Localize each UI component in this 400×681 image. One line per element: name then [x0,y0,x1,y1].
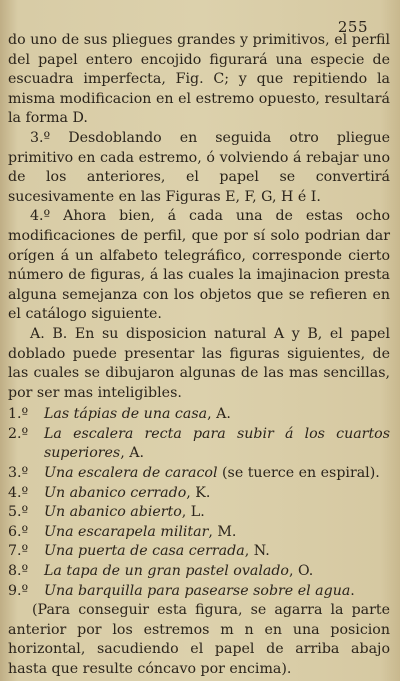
list-item [8,405,390,425]
list-item-text: Un abanico abierto [44,504,182,521]
list-item-number: 4.º [8,484,29,501]
list-item-letter: , N. [244,543,270,560]
list-item-text: La escalera recta para subir á los cuartos superiores [44,425,390,462]
list-item-number: 5.º [8,504,29,521]
list-item-number: 3.º [8,465,29,482]
page-body [8,31,390,680]
list-item-letter: , M. [208,523,237,540]
list-item-number: 1.º [8,406,29,423]
list-item-number: 9.º [8,582,29,599]
list-item-letter: , O. [288,563,314,580]
list-item-text: Un abanico cerrado [44,484,187,501]
list-item [8,562,390,582]
paragraph-note: (Para conseguir esta figura, se agarra la parte anterior por los estremos m n en una posicion horizontal, sacudiendo el papel de arriba abajo hasta que resulte cóncavo por encima). [8,602,390,677]
paragraph-step-3: 3.º Desdoblando en seguida otro pliegue primitivo en cada estremo, ó volviendo á rebajar uno de los anteriores, el papel se convertirá sucesivamente en las Figuras E, F, G, H é I. [8,129,390,205]
list-item-number: 6.º [8,523,29,540]
list-item [8,542,390,562]
list-item [8,464,390,484]
list-item-text: Una puerta de casa cerrada [44,543,245,560]
list-item-text: Una escalera de caracol [44,465,218,482]
list-item-letter: . [350,582,355,599]
list-item-letter: (se tuerce en espiral). [217,465,380,482]
list-item-text: Las tápias de una casa [44,406,208,423]
list-item [8,523,390,543]
page-number: 255 [337,18,368,36]
list-item-number: 2.º [8,425,29,442]
list-item-number: 8.º [8,563,29,580]
list-item-letter: , L. [181,504,205,521]
list-item-text: Una escarapela militar [44,523,209,540]
list-item-number: 7.º [8,543,29,560]
paragraph-continuation: do uno de sus pliegues grandes y primitivos, el perfil del papel entero encojido figurará una especie de escuadra imperfecta, Fig. C; y que repitiendo la misma modificacion en el estremo opuesto, resultará la forma D. [8,32,390,127]
figure-catalog-list [8,405,390,601]
list-item [8,484,390,504]
list-item-text: La tapa de un gran pastel ovalado [44,563,289,580]
list-item-letter: , A. [120,445,144,462]
paragraph-ab: A. B. En su disposicion natural A y B, el papel doblado puede presentar las figuras siguientes, de las cuales se dibujaron algunas de las mas sencillas, por ser mas inteligibles. [8,325,390,401]
paragraph-step-4: 4.º Ahora bien, á cada una de estas ocho modificaciones de perfil, que por sí solo podrian dar orígen á un alfabeto telegráfico, corresponde cierto número de figuras, á las cuales la imajinacion presta alguna semejanza con los objetos que se refieren en el catálogo siguiente. [8,208,390,323]
list-item [8,582,390,602]
list-item [8,503,390,523]
list-item [8,425,390,464]
list-item-letter: , A. [207,406,231,423]
list-item-text: Una barquilla para pasearse sobre el agua [44,582,351,599]
list-item-letter: , K. [186,484,211,501]
